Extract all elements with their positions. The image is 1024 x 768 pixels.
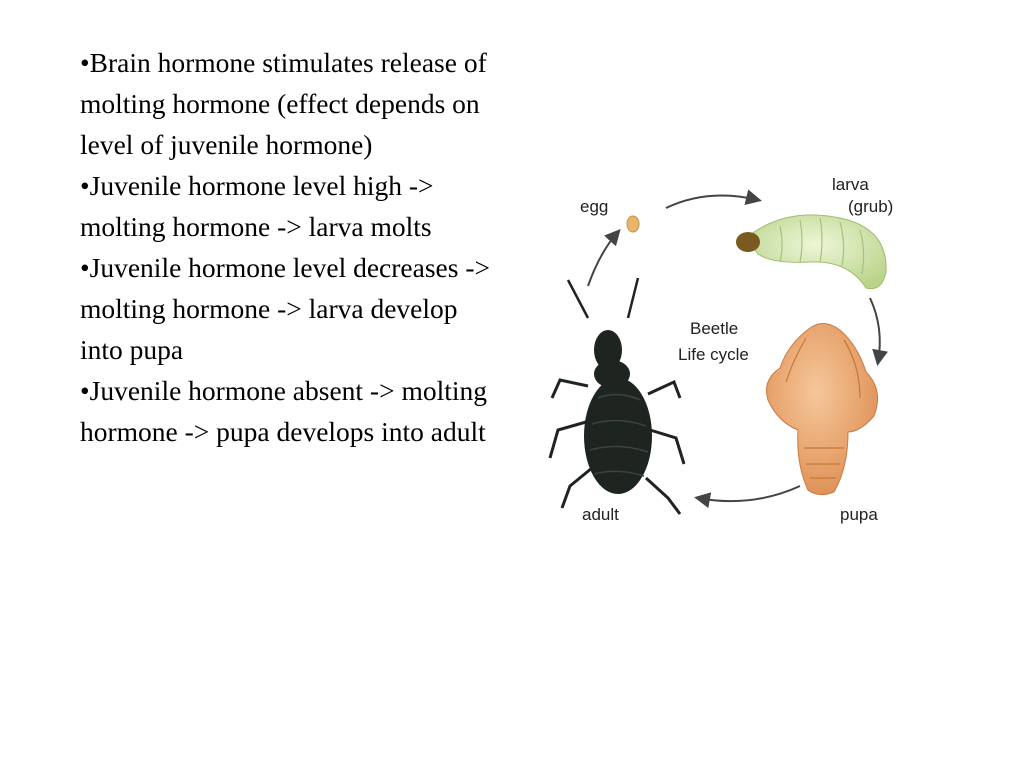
life-cycle-diagram — [548, 168, 908, 538]
life-cycle-title-line2: Life cycle — [678, 345, 749, 364]
bullet-marker: • — [80, 170, 90, 201]
arrow-larva-to-pupa — [870, 298, 880, 362]
larva-grub-label: (grub) — [848, 197, 894, 216]
bullet-marker: • — [80, 375, 90, 406]
pupa-label: pupa — [840, 505, 878, 524]
pupa-illustration — [767, 323, 878, 494]
bullet-text: Brain hormone stimulates release of molting hormone (effect depends on level of juvenile hormone) — [80, 47, 487, 160]
bullet-item — [80, 165, 500, 247]
bullet-marker: • — [80, 47, 90, 78]
bullet-item — [80, 247, 500, 370]
beetle-life-cycle-figure — [548, 168, 908, 538]
bullet-marker: • — [80, 252, 90, 283]
arrow-pupa-to-adult — [698, 486, 800, 501]
bullet-text: Juvenile hormone level decreases -> molting hormone -> larva develop into pupa — [80, 252, 490, 365]
egg-illustration — [627, 216, 639, 232]
larva-illustration — [736, 215, 886, 289]
adult-beetle-illustration — [550, 278, 684, 514]
life-cycle-title-line1: Beetle — [690, 319, 739, 338]
larva-label: larva — [832, 175, 869, 194]
bullet-item — [80, 42, 500, 165]
egg-label: egg — [580, 197, 609, 216]
arrow-egg-to-larva — [666, 196, 758, 209]
arrow-adult-to-egg — [588, 232, 618, 286]
bullet-text: Juvenile hormone level high -> molting hormone -> larva molts — [80, 170, 434, 242]
bullet-item — [80, 370, 500, 452]
bullet-list — [80, 42, 500, 452]
adult-label: adult — [582, 505, 619, 524]
bullet-text: Juvenile hormone absent -> molting hormone -> pupa develops into adult — [80, 375, 488, 447]
